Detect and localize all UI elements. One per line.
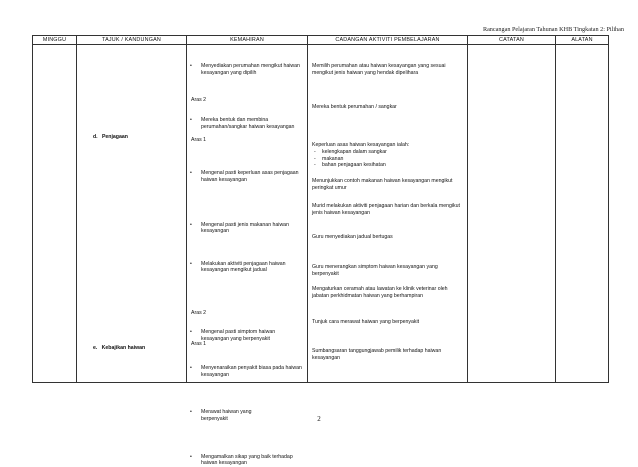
topic-title: Penjagaan (101, 134, 128, 140)
skill-item: • Menyenaraikan penyakit biasa pada haiwan kesayangan (187, 365, 307, 378)
activity-item: Mereka bentuk perumahan / sangkar (312, 104, 397, 110)
activity-sublist (312, 149, 461, 169)
list-item: - kelengkapan dalam sangkar (312, 149, 461, 156)
col-header-tajuk: TAJUK / KANDUNGAN (77, 36, 187, 45)
activity-item: Murid melakukan aktiviti penjagaan harian dan berkala mengikut jenis haiwan kesayangan (312, 203, 460, 216)
cell-alatan (556, 45, 609, 383)
skill-item: • Mengenal pasti keperluan asas penjagaan haiwan kesayangan (187, 170, 307, 183)
lesson-plan-table (32, 35, 609, 467)
col-header-aktiviti: CADANGAN AKTIVITI PEMBELAJARAN (308, 36, 468, 45)
topic-title: Kebajikan haiwan (101, 345, 146, 351)
cell-tajuk (77, 45, 187, 383)
activity-item: Guru menyediakan jadual bertugas (312, 234, 393, 240)
col-header-alatan: ALATAN (556, 36, 609, 45)
aras-label: Aras 2 (191, 310, 206, 316)
skill-item: • Merawat haiwan yang berpenyakit (187, 409, 307, 422)
running-header: Rancangan Pelajaran Tahunan KHB Tingkatan 2: Pilihan (482, 26, 624, 33)
cell-minggu (33, 45, 77, 383)
table-row (33, 45, 609, 383)
col-header-minggu: MINGGU (33, 36, 77, 45)
page-number: 2 (317, 415, 321, 423)
activity-item: Sumbangsaran tanggungjawab pemilik terhadap haiwan kesayangan (312, 348, 442, 361)
topic-code: d. (93, 134, 98, 140)
cell-kemahiran (187, 45, 308, 467)
topic-penjagaan (93, 134, 128, 141)
list-item: - bahan penjagaan kesihatan (312, 162, 461, 169)
table-header-row (33, 36, 609, 45)
activity-item: Mengaturkan ceramah atau lawatan ke klinik veterinar oleh jabatan perkhidmatan haiwan yang berhampiran (312, 286, 448, 299)
activity-item: Guru menerangkan simptom haiwan kesayangan yang berpenyakit (312, 264, 438, 277)
skill-item: • Menyediakan perumahan mengikut haiwan kesayangan yang dipilih (187, 63, 307, 76)
skill-item: • Melakukan aktiviti penjagaan haiwan kesayangan mengikut jadual (187, 261, 307, 274)
col-header-kemahiran: KEMAHIRAN (187, 36, 308, 45)
topic-kebajikan (93, 345, 145, 352)
aras-label: Aras 1 (191, 341, 206, 347)
skill-item: • Mereka bentuk dan membina perumahan/sangkar haiwan kesayangan (187, 117, 307, 130)
aras-label: Aras 1 (191, 137, 206, 143)
skill-item: • Mengenal pasti simptom haiwan kesayangan yang berpenyakit (187, 329, 307, 342)
topic-code: e. (93, 345, 98, 351)
activity-item: Memilih perumahan atau haiwan kesayangan yang sesuai mengikut jenis haiwan yang hendak dipelihara (312, 63, 446, 76)
skill-item: • Mengenal pasti jenis makanan haiwan kesayangan (187, 222, 307, 235)
cell-catatan (468, 45, 556, 383)
cell-aktiviti (308, 45, 468, 383)
activity-item: Keperluan asas haiwan kesayangan ialah: (312, 142, 410, 148)
activity-item: Tunjuk cara merawat haiwan yang berpenyakit (312, 319, 420, 325)
activity-item: Menunjukkan contoh makanan haiwan kesayangan mengikut peringkat umur (312, 178, 453, 191)
list-item: - makanan (312, 156, 461, 163)
col-header-catatan: CATATAN (468, 36, 556, 45)
aras-label: Aras 2 (191, 97, 206, 103)
skill-item: • Mengamalkan sikap yang baik terhadap haiwan kesayangan (187, 454, 307, 467)
